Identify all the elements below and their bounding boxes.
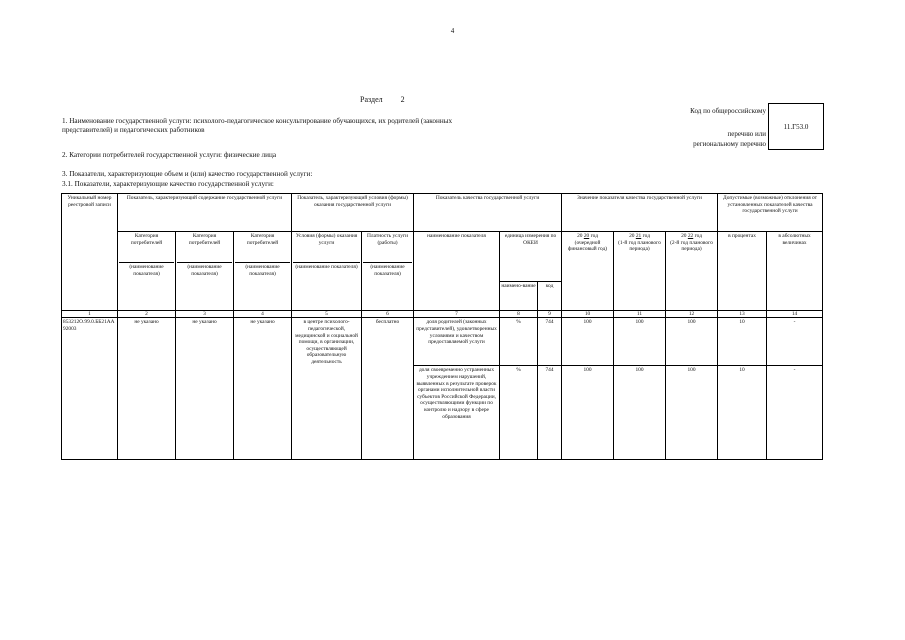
header-percent: в процентах <box>718 232 767 311</box>
section-heading <box>360 95 405 104</box>
service-name-line1: 1. Наименование государственной услуги: психолого-педагогическое консультирование обучающихся, их родителей (законных <box>62 117 453 125</box>
year-1-note: (очередной финансовый год) <box>567 239 608 253</box>
cell-indicator-1-pct: 10 <box>718 318 767 366</box>
year-3-word: год <box>694 233 702 240</box>
col-num-3: 3 <box>176 311 234 318</box>
header-row-1 <box>62 194 823 232</box>
col-num-4: 4 <box>234 311 292 318</box>
cell-indicator-1-unit: % <box>500 318 538 366</box>
cell-indicator-1-name: доля родителей (законных представителей), удовлетворенных условиями и качеством предоставляемой услуги <box>414 318 500 366</box>
service-name-line2: представителей) и педагогических работников <box>62 126 205 134</box>
code-label-line3: региональному перечню <box>693 140 766 148</box>
cell-indicator-2-v3: 100 <box>666 366 718 460</box>
header-pay-sub: (наименование показателя) <box>363 262 412 277</box>
cell-indicator-2-v2: 100 <box>614 366 666 460</box>
year-1-suffix: 20 <box>583 233 590 240</box>
header-cat1-sub: (наименование показателя) <box>119 262 174 277</box>
cell-cat2: не указано <box>176 318 234 460</box>
cell-indicator-1-v2: 100 <box>614 318 666 366</box>
header-row-2 <box>62 232 823 282</box>
cell-indicator-2-name: доля своевременно устраненных учреждением нарушений, выявленных в результате проверок органами исполнительной власти субъектов Российской Федерации, осуществляющими функции по контролю и надзору в сфере образования <box>414 366 500 460</box>
year-3-suffix: 22 <box>687 233 694 240</box>
col-num-6: 6 <box>362 311 414 318</box>
cell-code: 853212О.99.0.ББ21АА92003 <box>62 318 118 460</box>
year-2-note: (1-й год планового периода) <box>618 239 661 253</box>
header-conditions: Показатель, характеризующий условия (формы) оказания государственной услуги <box>292 194 414 232</box>
header-cond-label: Условия (формы) оказания услуги <box>295 233 358 246</box>
header-pay <box>362 232 414 311</box>
header-cat3-label: Категория потребителей <box>246 233 279 246</box>
col-num-13: 13 <box>718 311 767 318</box>
header-absolute: в абсолютных величинах <box>767 232 823 311</box>
year-1-word: год <box>590 233 598 240</box>
header-value: Значение показателя качества государственной услуги <box>562 194 718 232</box>
header-year-2 <box>614 232 666 311</box>
header-unique: Уникальный номер реестровой записи <box>62 194 118 311</box>
header-cond <box>292 232 362 311</box>
col-num-11: 11 <box>614 311 666 318</box>
header-year-1 <box>562 232 614 311</box>
cell-indicator-2-unit: % <box>500 366 538 460</box>
quality-table <box>61 193 823 460</box>
year-2-prefix: 20 <box>629 233 635 240</box>
cell-indicator-2-abs: - <box>767 366 823 460</box>
table-row <box>62 318 823 366</box>
cell-indicator-1-v1: 100 <box>562 318 614 366</box>
header-unit: единица измерения по ОКЕИ <box>500 232 562 282</box>
indicators-line: 3. Показатели, характеризующие объем и (или) качество государственной услуги: <box>62 170 313 178</box>
consumers-line: 2. Категории потребителей государственной услуги: физические лица <box>62 151 277 159</box>
column-numbers-row <box>62 311 823 318</box>
code-label-top: Код по общероссийскому <box>690 107 766 115</box>
year-3-note: (2-й год планового периода) <box>670 239 713 253</box>
col-num-8: 8 <box>500 311 538 318</box>
header-cond-sub: (наименование показателя) <box>293 262 360 271</box>
header-quality: Показатель качества государственной услуги <box>414 194 562 232</box>
cell-indicator-2-code: 744 <box>538 366 562 460</box>
col-num-1: 1 <box>62 311 118 318</box>
year-1-prefix: 20 <box>577 233 583 240</box>
col-num-14: 14 <box>767 311 823 318</box>
code-value: 11.Г53.0 <box>783 122 809 131</box>
section-label: Раздел <box>360 95 383 104</box>
col-num-2: 2 <box>118 311 176 318</box>
header-unit-name: наимено-вание <box>500 281 538 310</box>
header-cat1-label: Категория потребителей <box>130 233 163 246</box>
col-num-7: 7 <box>414 311 500 318</box>
page-number: 4 <box>450 27 455 35</box>
code-label-bottom <box>640 129 766 149</box>
year-2-word: год <box>642 233 650 240</box>
col-num-5: 5 <box>292 311 362 318</box>
header-deviation: Допустимые (возможные) отклонения от установленных показателей качества государственной услуги <box>718 194 823 232</box>
header-cat2-sub: (наименование показателя) <box>177 262 232 277</box>
cell-conditions: в центре психолого-педагогической, медицинской и социальной помощи, в организации, осуществляющей образовательную деятельность <box>292 318 362 460</box>
cell-indicator-2-v1: 100 <box>562 366 614 460</box>
cell-indicator-1-abs: - <box>767 318 823 366</box>
indicators-quality-line: 3.1. Показатели, характеризующие качество государственной услуги: <box>62 180 274 188</box>
code-box <box>768 103 824 150</box>
header-unit-code: код <box>538 281 562 310</box>
cell-indicator-1-v3: 100 <box>666 318 718 366</box>
header-cat2 <box>176 232 234 311</box>
year-3-prefix: 20 <box>681 233 687 240</box>
cell-cat1: не указано <box>118 318 176 460</box>
cell-indicator-1-code: 744 <box>538 318 562 366</box>
cell-cat3: не указано <box>234 318 292 460</box>
section-number: 2 <box>400 95 405 104</box>
col-num-10: 10 <box>562 311 614 318</box>
header-indicator-name: наименование показателя <box>414 232 500 311</box>
header-cat1 <box>118 232 176 311</box>
header-cat3-sub: (наименование показателя) <box>235 262 290 277</box>
service-name <box>62 117 562 135</box>
header-pay-label: Платность услуги (работы) <box>367 233 409 246</box>
cell-payment: бесплатно <box>362 318 414 460</box>
year-2-suffix: 21 <box>635 233 642 240</box>
code-label-line2: перечню или <box>727 130 766 138</box>
header-content: Показатель, характеризующий содержание государственной услуги <box>118 194 292 232</box>
header-cat3 <box>234 232 292 311</box>
col-num-9: 9 <box>538 311 562 318</box>
header-year-3 <box>666 232 718 311</box>
header-cat2-label: Категория потребителей <box>188 233 221 246</box>
cell-indicator-2-pct: 10 <box>718 366 767 460</box>
col-num-12: 12 <box>666 311 718 318</box>
